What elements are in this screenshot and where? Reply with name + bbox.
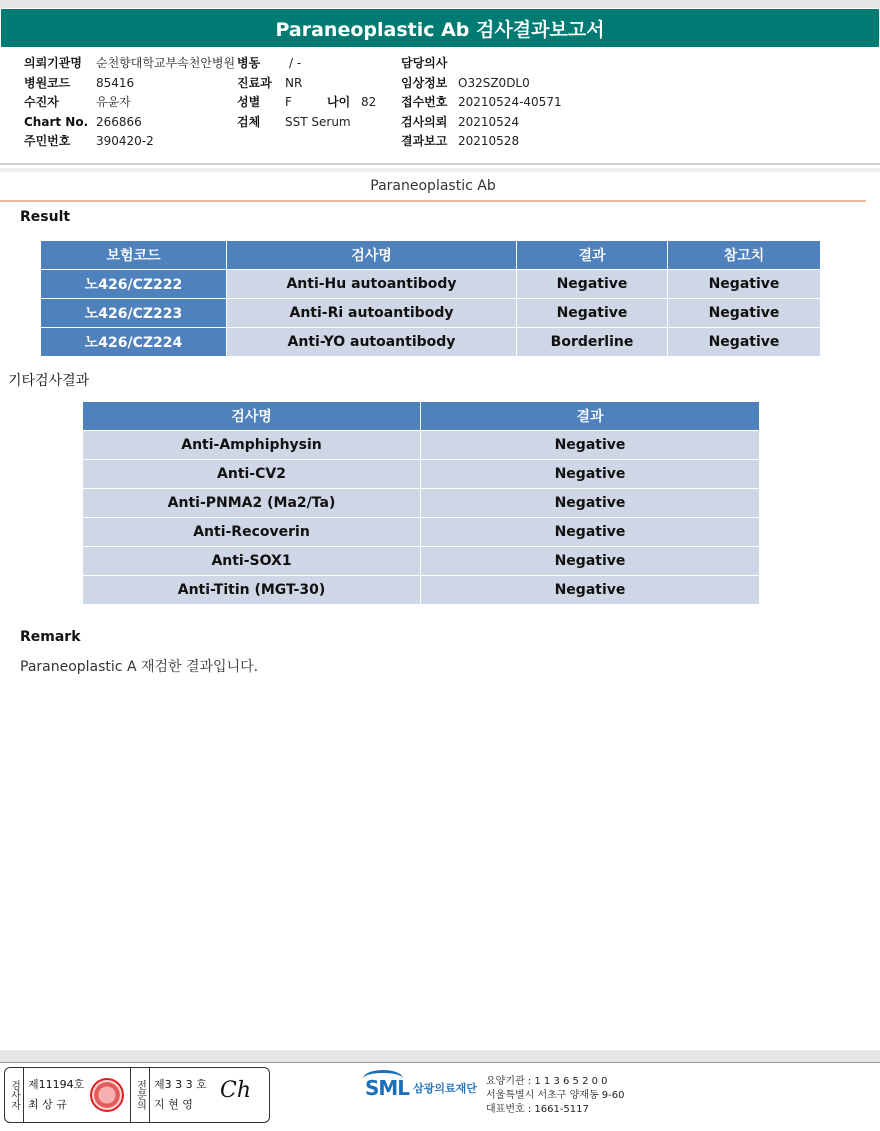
reference-value: Negative [668, 270, 821, 299]
insurance-code: 노426/CZ224 [41, 328, 227, 357]
test-name: Anti-Amphiphysin [83, 431, 421, 460]
table-row [41, 299, 821, 328]
header-row: 성별 F 나이 82 [237, 95, 377, 110]
insurance-code: 노426/CZ222 [41, 270, 227, 299]
footer-band [0, 1050, 880, 1063]
header-row: 담당의사 [401, 56, 448, 71]
other-results-label: 기타검사결과 [8, 373, 90, 389]
header-row: 결과보고 20210528 [401, 134, 520, 149]
top-band [0, 0, 880, 8]
test-name: Anti-CV2 [83, 460, 421, 489]
org-address: 서울특별시 서초구 양재동 9-60 [486, 1090, 625, 1101]
remark-text: Paraneoplastic A 재검한 결과입니다. [20, 659, 259, 675]
test-result: Negative [421, 489, 760, 518]
test-name: Anti-PNMA2 (Ma2/Ta) [83, 489, 421, 518]
table-row [41, 270, 821, 299]
table-row [83, 460, 760, 489]
header-result: 결과 [517, 241, 668, 270]
other-results-table [82, 401, 760, 605]
header-row: 진료과 NR [237, 75, 303, 90]
header-row: 검체 SST Serum [237, 114, 351, 129]
result-label: Result [20, 209, 71, 225]
header-result: 결과 [421, 402, 760, 431]
section-title: Paraneoplastic Ab [0, 172, 866, 202]
header-row: 임상정보 O32SZ0DL0 [401, 75, 530, 90]
test-name: Anti-Titin (MGT-30) [83, 576, 421, 605]
header-divider [0, 163, 880, 165]
sml-logo-mark: SML [365, 1076, 410, 1100]
test-name: Anti-YO autoantibody [227, 328, 517, 357]
header-insurance-code: 보험코드 [41, 241, 227, 270]
inspector-license: 제11194호 [28, 1078, 85, 1091]
header-row: Chart No. 266866 [24, 114, 142, 129]
table-row [83, 547, 760, 576]
header-row: 병원코드 85416 [24, 75, 135, 90]
header-row: 검사의뢰 20210524 [401, 114, 520, 129]
test-result: Borderline [517, 328, 668, 357]
test-result: Negative [421, 431, 760, 460]
remark-label: Remark [20, 629, 81, 645]
specialist-license: 제3 3 3 호 [154, 1078, 207, 1091]
specialist-name: 지 현 영 [154, 1098, 193, 1111]
org-code: 요양기관 : 1 1 3 6 5 2 0 0 [486, 1076, 608, 1087]
org-phone: 대표번호 : 1661-5117 [486, 1104, 589, 1115]
org-info [486, 1075, 625, 1117]
test-result: Negative [421, 518, 760, 547]
header-col-1 [24, 54, 235, 152]
signature-box [4, 1067, 270, 1123]
table-header-row [83, 402, 760, 431]
insurance-code: 노426/CZ223 [41, 299, 227, 328]
header-row: 접수번호 20210524-40571 [401, 95, 562, 110]
table-row [83, 431, 760, 460]
reference-value: Negative [668, 328, 821, 357]
header-row: 병동 / - [237, 56, 302, 71]
header-col-3 [401, 54, 562, 152]
header-reference: 참고치 [668, 241, 821, 270]
table-row [83, 489, 760, 518]
test-result: Negative [421, 460, 760, 489]
header-row: 주민번호 390420-2 [24, 134, 154, 149]
test-result: Negative [517, 270, 668, 299]
signature-icon: Ch [220, 1078, 252, 1103]
table-row [83, 576, 760, 605]
specialist-cell [150, 1068, 212, 1122]
sml-logo-name: 삼광의료재단 [413, 1082, 477, 1095]
result-table [40, 240, 821, 357]
table-row [83, 518, 760, 547]
test-name: Anti-Ri autoantibody [227, 299, 517, 328]
header-row: 수진자 유윤자 [24, 95, 131, 110]
report-title: Paraneoplastic Ab 검사결과보고서 [1, 9, 879, 47]
table-row [41, 328, 821, 357]
inspector-name: 최 상 규 [28, 1098, 67, 1111]
specialist-label: 전문의 [130, 1068, 150, 1122]
seal-stamp-icon [90, 1078, 124, 1112]
test-name: Anti-SOX1 [83, 547, 421, 576]
test-result: Negative [517, 299, 668, 328]
header-test-name: 검사명 [83, 402, 421, 431]
header-col-2 [237, 54, 376, 132]
test-result: Negative [421, 576, 760, 605]
header-row: 의뢰기관명 순천향대학교부속천안병원 [24, 56, 236, 71]
inspector-label: 검사자 [5, 1068, 24, 1122]
header-test-name: 검사명 [227, 241, 517, 270]
test-name: Anti-Recoverin [83, 518, 421, 547]
reference-value: Negative [668, 299, 821, 328]
test-name: Anti-Hu autoantibody [227, 270, 517, 299]
test-result: Negative [421, 547, 760, 576]
inspector-cell [24, 1068, 86, 1122]
sml-logo [365, 1076, 477, 1100]
table-header-row [41, 241, 821, 270]
